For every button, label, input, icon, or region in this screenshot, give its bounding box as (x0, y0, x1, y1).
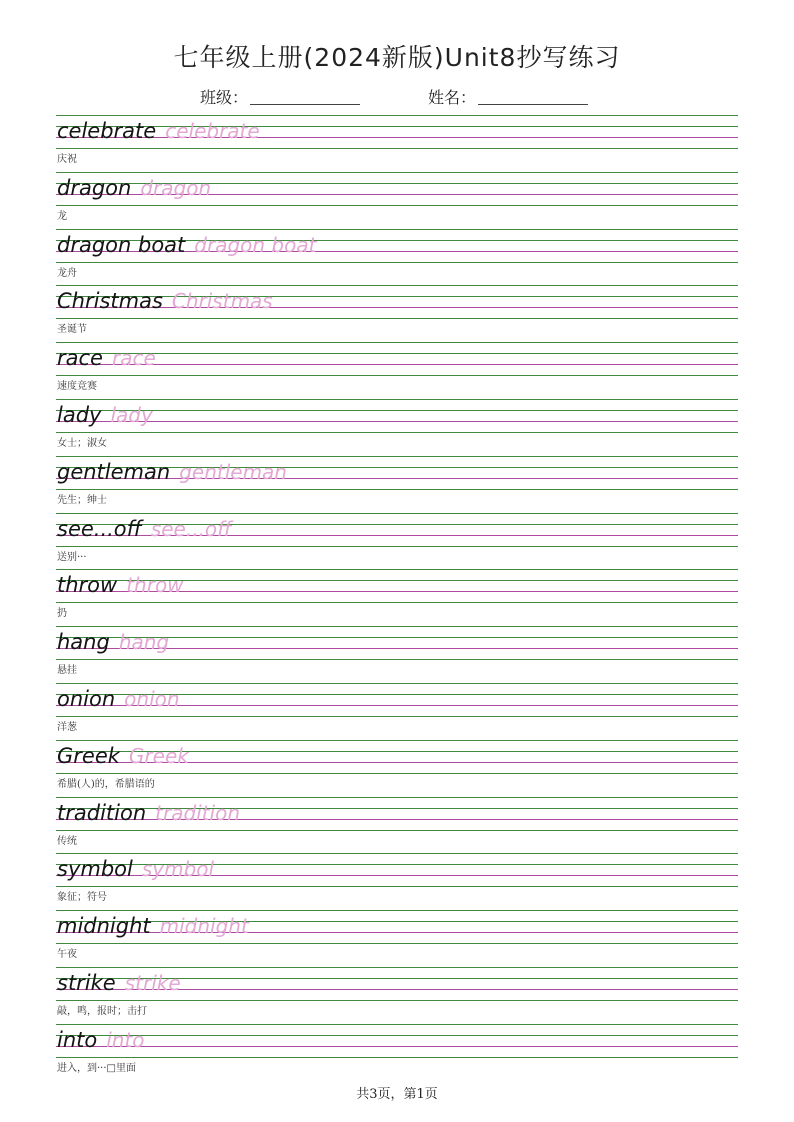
guide-line-bottom (56, 546, 738, 547)
writing-guide-lines (56, 1024, 738, 1058)
trace-word: dragon boat (194, 232, 317, 257)
word-meaning: 圣诞节 (57, 324, 87, 336)
practice-row (56, 399, 738, 456)
word-line (57, 798, 240, 828)
guide-line-upper (56, 1035, 738, 1036)
guide-line-bottom (56, 148, 738, 149)
word-line (57, 230, 316, 260)
practice-row (56, 967, 738, 1024)
word-line (57, 570, 184, 600)
practice-row (56, 285, 738, 342)
guide-line-upper (56, 410, 738, 411)
word-line (57, 173, 211, 203)
trace-word: dragon (140, 175, 212, 200)
practice-row (56, 456, 738, 513)
practice-row (56, 797, 738, 854)
guide-line-middle (56, 364, 738, 365)
vocabulary-word: see...off (57, 516, 142, 541)
trace-word: see...off (150, 516, 232, 541)
trace-word: Christmas (171, 289, 273, 314)
word-line (57, 400, 153, 430)
vocabulary-word: dragon (57, 175, 132, 200)
practice-row (56, 172, 738, 229)
practice-row (56, 1024, 738, 1081)
trace-word: throw (126, 573, 184, 598)
writing-guide-lines (56, 342, 738, 376)
word-meaning: 洋葱 (57, 721, 77, 733)
name-label: 姓名： (428, 88, 477, 107)
word-meaning: 速度竞赛 (57, 381, 97, 393)
practice-row (56, 342, 738, 399)
word-meaning: 龙 (57, 210, 67, 222)
trace-word: gentleman (179, 459, 287, 484)
name-blank (478, 104, 588, 105)
trace-word: hang (118, 630, 170, 655)
guide-line-bottom (56, 432, 738, 433)
word-meaning: 希腊(人)的，希腊语的 (57, 778, 155, 790)
vocabulary-word: midnight (57, 914, 151, 939)
word-line (57, 741, 189, 771)
vocabulary-word: Greek (57, 743, 120, 768)
trace-word: race (111, 346, 156, 371)
word-meaning: 龙舟 (57, 267, 77, 279)
guide-line-bottom (56, 659, 738, 660)
trace-word: lady (110, 402, 153, 427)
trace-word: tradition (155, 800, 241, 825)
guide-line-bottom (56, 1000, 738, 1001)
word-meaning: 敲，鸣，报时；击打 (57, 1005, 147, 1017)
trace-word: celebrate (165, 119, 260, 143)
word-meaning: 午夜 (57, 949, 77, 961)
word-line (57, 854, 214, 884)
trace-word: midnight (159, 914, 249, 939)
guide-line-middle (56, 1046, 738, 1047)
practice-row (56, 683, 738, 740)
guide-line-bottom (56, 943, 738, 944)
word-meaning: 女士；淑女 (57, 437, 107, 449)
word-meaning: 悬挂 (57, 665, 77, 677)
word-line (57, 684, 180, 714)
guide-line-bottom (56, 262, 738, 263)
trace-word: symbol (141, 857, 215, 882)
guide-line-top (56, 342, 738, 343)
word-line (57, 627, 169, 657)
practice-row (56, 853, 738, 910)
practice-row (56, 910, 738, 967)
class-field (200, 87, 360, 109)
vocabulary-word: celebrate (57, 119, 157, 143)
guide-line-bottom (56, 602, 738, 603)
word-line (57, 911, 249, 941)
class-blank (250, 104, 360, 105)
word-meaning: 扔 (57, 608, 67, 620)
page-footer: 共3页，第1页 (356, 1087, 438, 1102)
guide-line-top (56, 1024, 738, 1025)
guide-line-bottom (56, 716, 738, 717)
vocabulary-word: lady (57, 402, 102, 427)
word-line (57, 457, 287, 487)
practice-list (56, 115, 738, 1081)
vocabulary-word: race (57, 346, 103, 371)
word-line (57, 343, 156, 373)
guide-line-bottom (56, 489, 738, 490)
guide-line-top (56, 399, 738, 400)
word-meaning: 先生；绅士 (57, 494, 107, 506)
word-line (57, 1025, 145, 1055)
word-line (57, 116, 260, 146)
vocabulary-word: gentleman (57, 459, 171, 484)
guide-line-middle (56, 421, 738, 422)
vocabulary-word: tradition (57, 800, 147, 825)
trace-word: onion (124, 686, 180, 711)
vocabulary-word: symbol (57, 857, 133, 882)
vocabulary-word: hang (57, 630, 110, 655)
guide-line-upper (56, 353, 738, 354)
practice-row (56, 229, 738, 286)
practice-row (56, 569, 738, 626)
word-meaning: 庆祝 (57, 154, 77, 165)
word-line (57, 968, 181, 998)
guide-line-bottom (56, 375, 738, 376)
guide-line-bottom (56, 830, 738, 831)
writing-guide-lines (56, 399, 738, 433)
vocabulary-word: strike (57, 970, 116, 995)
name-field (428, 87, 588, 109)
vocabulary-word: onion (57, 686, 116, 711)
trace-word: into (106, 1027, 145, 1052)
practice-row (56, 513, 738, 570)
guide-line-bottom (56, 205, 738, 206)
class-label: 班级： (200, 88, 249, 107)
vocabulary-word: Christmas (57, 289, 163, 314)
word-line (57, 514, 232, 544)
trace-word: strike (124, 970, 181, 995)
practice-row (56, 740, 738, 797)
vocabulary-word: dragon boat (57, 232, 186, 257)
word-meaning: 传统 (57, 835, 77, 847)
word-meaning: 进入，到···□里面 (57, 1062, 136, 1074)
guide-line-bottom (56, 318, 738, 319)
vocabulary-word: throw (57, 573, 118, 598)
guide-line-bottom (56, 1057, 738, 1058)
page-title: 七年级上册(2024新版)Unit8抄写练习 (173, 43, 621, 72)
practice-row (56, 115, 738, 172)
practice-row (56, 626, 738, 683)
word-line (57, 286, 273, 316)
guide-line-bottom (56, 773, 738, 774)
guide-line-bottom (56, 886, 738, 887)
word-meaning: 送别··· (57, 551, 87, 563)
trace-word: Greek (128, 743, 189, 768)
word-meaning: 象征；符号 (57, 892, 107, 904)
vocabulary-word: into (57, 1027, 98, 1052)
